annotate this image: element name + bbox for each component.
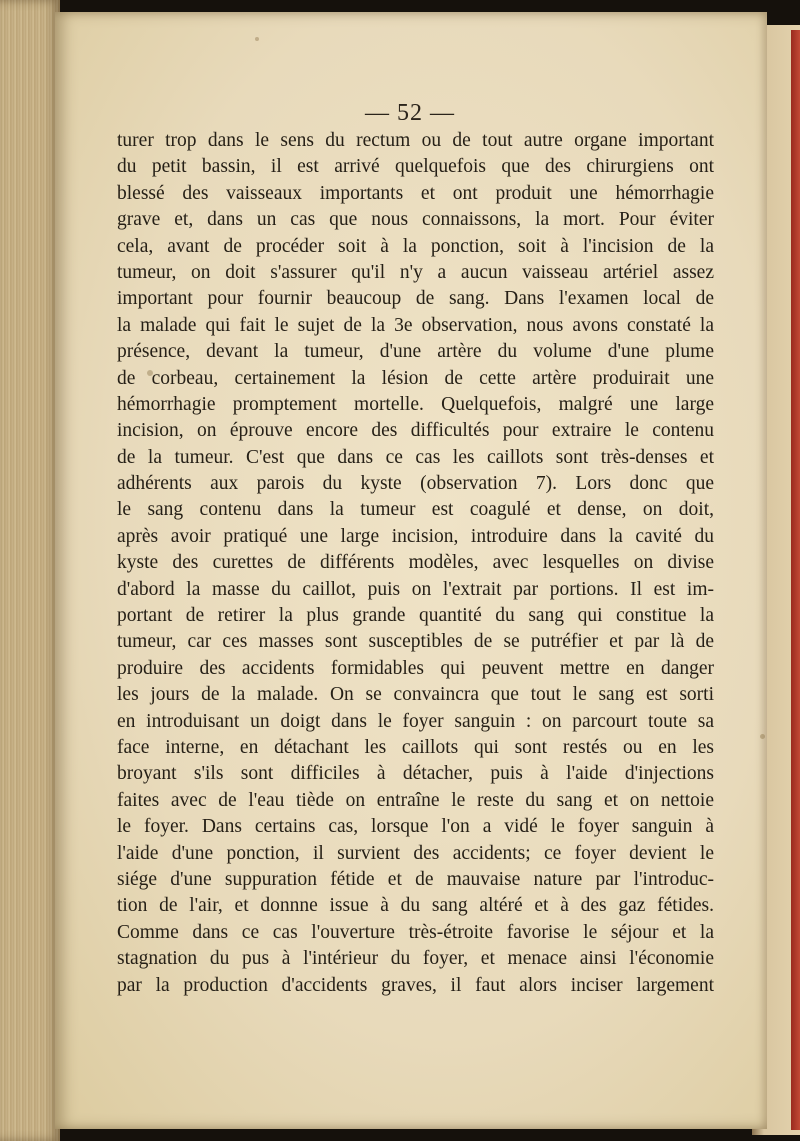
text-line: présence, devant la tumeur, d'une artère du volume d'une plume — [117, 341, 714, 363]
text-line: adhérents aux parois du kyste (observation 7). Lors donc que — [117, 473, 714, 495]
text-line: tion de l'air, et donnne issue à du sang altéré et à des gaz fétides. — [117, 895, 714, 917]
text-line: face interne, en détachant les caillots qui sont restés ou en les — [117, 736, 714, 758]
text-line: broyant s'ils sont difficiles à détacher, puis à l'aide d'injections — [117, 763, 714, 785]
text-line: de corbeau, certainement la lésion de cette artère produirait une — [117, 367, 714, 389]
text-line: blessé des vaisseaux importants et ont produit une hémorrhagie — [117, 182, 714, 204]
text-line: la malade qui fait le sujet de la 3e observation, nous avons constaté la — [117, 314, 714, 336]
page-number: — 52 — — [365, 100, 455, 126]
text-line: portant de retirer la plus grande quantité du sang qui constitue la — [117, 605, 714, 627]
text-line: important pour fournir beaucoup de sang. Dans l'examen local de — [117, 288, 714, 310]
text-line: après avoir pratiqué une large incision, introduire dans la cavité du — [117, 525, 714, 547]
text-line: grave et, dans un cas que nous connaissons, la mort. Pour éviter — [117, 209, 714, 231]
text-line: hémorrhagie promptement mortelle. Quelquefois, malgré une large — [117, 393, 714, 415]
paper-speck — [255, 37, 259, 41]
text-line: tumeur, car ces masses sont susceptibles de se putréfier et par là de — [117, 631, 714, 653]
text-line: d'abord la masse du caillot, puis on l'extrait par portions. Il est im- — [117, 578, 714, 600]
left-page-edges — [0, 0, 60, 1141]
text-line: tumeur, on doit s'assurer qu'il n'y a aucun vaisseau artériel assez — [117, 261, 714, 283]
text-line: les jours de la malade. On se convaincra que tout le sang est sorti — [117, 684, 714, 706]
text-line: de la tumeur. C'est que dans ce cas les caillots sont très-denses et — [117, 446, 714, 468]
text-line: le sang contenu dans la tumeur est coagulé et dense, on doit, — [117, 499, 714, 521]
text-line: le foyer. Dans certains cas, lorsque l'on a vidé le foyer sanguin à — [117, 816, 714, 838]
text-line: turer trop dans le sens du rectum ou de tout autre organe important — [117, 130, 714, 151]
text-line: stagnation du pus à l'intérieur du foyer, et menace ainsi l'économie — [117, 948, 714, 970]
text-line: cela, avant de procéder soit à la ponction, soit à l'incision de la — [117, 235, 714, 257]
text-line: produire des accidents formidables qui peuvent mettre en danger — [117, 657, 714, 679]
text-line: par la production d'accidents graves, il faut alors inciser largement — [117, 974, 714, 996]
text-line: siége d'une suppuration fétide et de mauvaise nature par l'introduc- — [117, 868, 714, 890]
body-text — [117, 128, 714, 999]
text-line: kyste des curettes de différents modèles, avec lesquelles on divise — [117, 552, 714, 574]
text-line: incision, on éprouve encore des difficultés pour extraire le contenu — [117, 420, 714, 442]
text-line: faites avec de l'eau tiède on entraîne le reste du sang et on nettoie — [117, 789, 714, 811]
text-line: l'aide d'une ponction, il survient des accidents; ce foyer devient le — [117, 842, 714, 864]
text-line: Comme dans ce cas l'ouverture très-étroite favorise le séjour et la — [117, 921, 714, 943]
paper-speck — [760, 734, 765, 739]
red-ribbon-edge — [791, 30, 800, 1130]
text-line: du petit bassin, il est arrivé quelquefois que des chirurgiens ont — [117, 156, 714, 178]
text-line: en introduisant un doigt dans le foyer sanguin : on parcourt toute sa — [117, 710, 714, 732]
